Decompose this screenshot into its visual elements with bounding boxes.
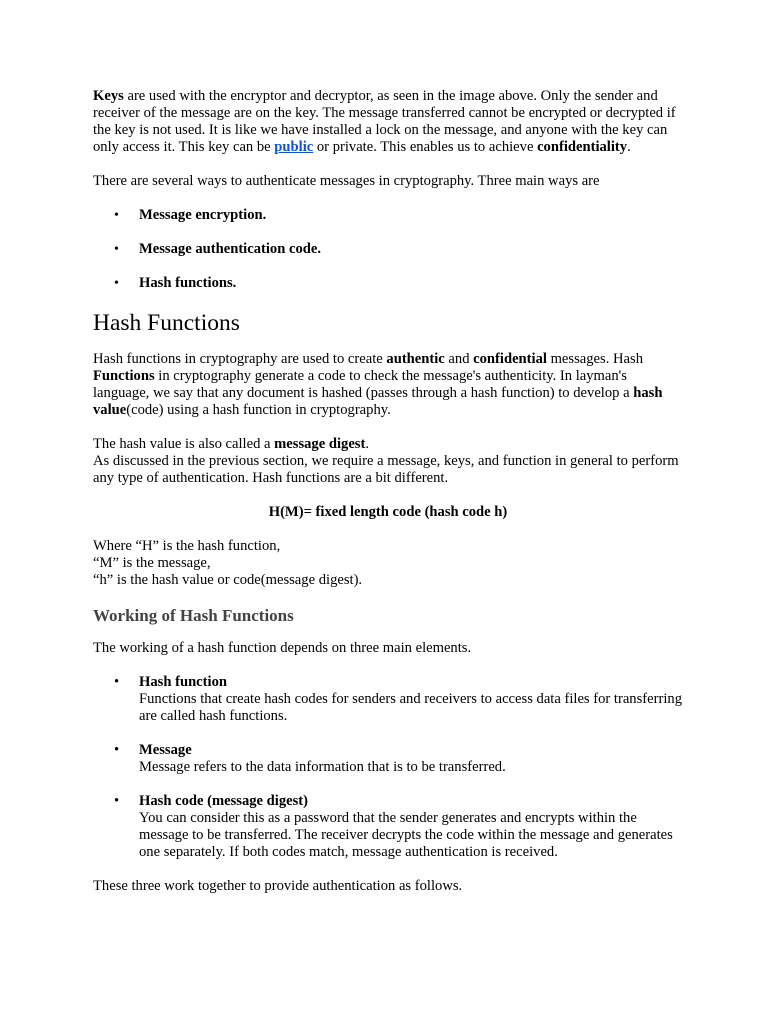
hash-paragraph-2 — [93, 436, 683, 453]
elements-list — [93, 674, 683, 861]
intro-text-a: are used with the encryptor and decryptor, as seen in the image above. Only the sender and receiver of the message are on the key. The message transferred cannot be encrypted or decrypted if the key is not used. It is like we have installed a lock on the message, and anyone with the key can only access it. This key can be — [93, 88, 676, 155]
closing-paragraph: These three work together to provide authentication as follows. — [93, 878, 463, 894]
hash-p2-text-a: The hash value is also called a — [93, 436, 275, 452]
list-item — [93, 742, 683, 776]
hash-p1-text-a: Hash functions in cryptography are used to create — [93, 351, 387, 367]
message-digest-term: message digest — [274, 436, 366, 452]
way-item-label: Message authentication code. — [139, 241, 321, 257]
hash-p2-text-b: . — [365, 436, 369, 452]
list-item — [93, 674, 683, 725]
way-item-label: Hash functions. — [139, 275, 237, 291]
ways-list — [93, 207, 683, 292]
hash-p1-text-b: and — [444, 351, 474, 367]
working-lead: The working of a hash function depends on three main elements. — [93, 640, 472, 656]
hash-formula: H(M)= fixed length code (hash code h) — [268, 504, 508, 520]
hash-p1-text-e: (code) using a hash function in cryptography. — [126, 402, 391, 418]
way-item-label: Message encryption. — [139, 207, 267, 223]
element-desc: Message refers to the data information that is to be transferred. — [139, 759, 506, 775]
list-item — [93, 207, 683, 224]
element-title: • Message — [139, 742, 192, 758]
list-item — [93, 793, 683, 861]
element-desc: You can consider this as a password that the sender generates and encrypts within the message to be transferred. The receiver decrypts the code within the message and generates one separately. If both codes match, message authentication is received. — [139, 810, 673, 860]
where-line-1: Where “H” is the hash function, — [93, 538, 281, 554]
hash-paragraph-3: As discussed in the previous section, we require a message, keys, and function in general to perform any type of authentication. Hash functions are a bit different. — [93, 453, 679, 486]
list-item — [93, 275, 683, 292]
intro-paragraph — [93, 88, 683, 156]
keys-term: Keys — [93, 88, 124, 104]
working-heading: Working of Hash Functions — [93, 606, 294, 625]
hash-p1-text-d: in cryptography generate a code to check the message's authenticity. In layman's language, we say that any document is hashed (passes through a hash function) to develop a — [93, 368, 634, 401]
element-desc: Functions that create hash codes for senders and receivers to access data files for transferring are called hash functions. — [139, 691, 682, 724]
ways-lead: There are several ways to authenticate messages in cryptography. Three main ways are — [93, 173, 600, 189]
public-link[interactable]: public — [274, 139, 314, 155]
hash-functions-heading: Hash Functions — [93, 310, 240, 336]
element-title: • Hash function — [139, 674, 227, 690]
document-page — [93, 88, 683, 895]
functions-term: Functions — [93, 368, 155, 384]
hash-value-term: hash value — [93, 385, 663, 418]
authentic-term: authentic — [386, 351, 445, 367]
where-line-3: “h” is the hash value or code(message digest). — [93, 572, 363, 588]
confidentiality-term: confidentiality — [537, 139, 628, 155]
hash-paragraph-1 — [93, 351, 683, 419]
where-line-2: “M” is the message, — [93, 555, 211, 571]
intro-text-b: or private. This enables us to achieve — [313, 139, 538, 155]
confidential-term: confidential — [473, 351, 547, 367]
list-item — [93, 241, 683, 258]
element-title: • Hash code (message digest) — [139, 793, 309, 809]
intro-text-c: . — [627, 139, 631, 155]
hash-p1-text-c: messages. Hash — [546, 351, 643, 367]
